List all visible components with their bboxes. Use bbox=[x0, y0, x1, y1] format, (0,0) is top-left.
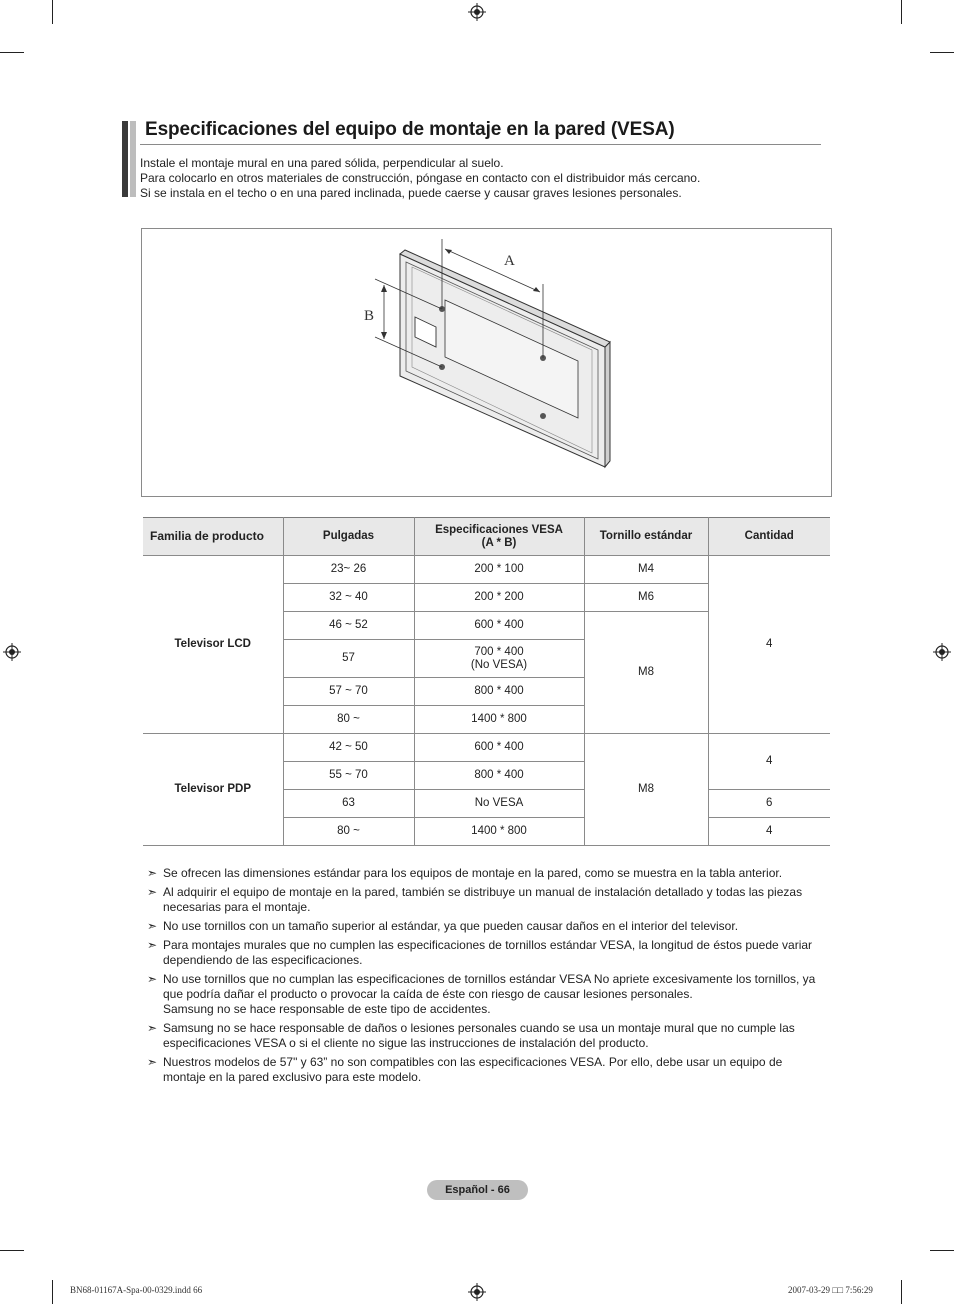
table-row bbox=[143, 734, 830, 762]
header-familia: Familia de producto bbox=[143, 518, 283, 556]
cell-vesa-value: 700 * 400 bbox=[474, 645, 524, 658]
header-vesa-line2: (A * B) bbox=[481, 536, 517, 549]
note-item bbox=[147, 972, 819, 1017]
cell-tornillo: M4 bbox=[584, 556, 708, 584]
cell-pulgadas: 42 ~ 50 bbox=[283, 734, 414, 762]
tv-back-illustration bbox=[142, 229, 831, 496]
cell-vesa: 200 * 200 bbox=[414, 584, 584, 612]
cell-tornillo: M8 bbox=[584, 734, 708, 846]
crop-mark bbox=[901, 0, 902, 24]
crop-mark bbox=[930, 1250, 954, 1251]
note-text: Para montajes murales que no cumplen las especificaciones de tornillos estándar VESA, la longitud de éstos puede variar dependiendo de las especificaciones. bbox=[163, 938, 813, 967]
cell-tornillo: M8 bbox=[584, 612, 708, 734]
cell-vesa: 200 * 100 bbox=[414, 556, 584, 584]
cell-pulgadas: 57 bbox=[283, 640, 414, 678]
cell-pulgadas: 63 bbox=[283, 790, 414, 818]
cell-tornillo: M6 bbox=[584, 584, 708, 612]
vesa-spec-table bbox=[143, 517, 830, 846]
cell-pulgadas: 23~ 26 bbox=[283, 556, 414, 584]
header-vesa bbox=[414, 518, 584, 556]
dimension-label-b: B bbox=[364, 308, 375, 324]
cell-pulgadas: 80 ~ bbox=[283, 706, 414, 734]
note-text: Nuestros modelos de 57" y 63” no son compatibles con las especificaciones VESA. Por ello, debe usar un equipo de montaje en la pared exclusivo para este modelo. bbox=[163, 1055, 783, 1084]
intro-line: Si se instala en el techo o en una pared inclinada, puede caerse y causar graves lesiones personales. bbox=[140, 186, 682, 200]
cell-vesa: No VESA bbox=[414, 790, 584, 818]
cell-pulgadas: 57 ~ 70 bbox=[283, 678, 414, 706]
cell-cantidad: 4 bbox=[708, 734, 830, 790]
note-arrow-icon: ➣ bbox=[147, 1055, 158, 1069]
intro-line: Instale el montaje mural en una pared sólida, perpendicular al suelo. bbox=[140, 156, 504, 170]
cell-pulgadas: 55 ~ 70 bbox=[283, 762, 414, 790]
note-arrow-icon: ➣ bbox=[147, 938, 158, 952]
registration-mark-icon bbox=[468, 3, 486, 21]
title-underline bbox=[140, 144, 821, 145]
cell-vesa bbox=[414, 640, 584, 678]
crop-mark bbox=[52, 1280, 53, 1304]
family-lcd: Televisor LCD bbox=[143, 556, 283, 734]
crop-mark bbox=[0, 1250, 24, 1251]
cell-vesa: 800 * 400 bbox=[414, 762, 584, 790]
note-text: No use tornillos con un tamaño superior al estándar, ya que pueden causar daños en el interior del televisor. bbox=[163, 919, 739, 933]
header-cantidad: Cantidad bbox=[708, 518, 830, 556]
header-vesa-line1: Especificaciones VESA bbox=[435, 523, 563, 536]
cell-vesa: 1400 * 800 bbox=[414, 818, 584, 846]
registration-mark-icon bbox=[933, 643, 951, 661]
note-text: Samsung no se hace responsable de daños o lesiones personales cuando se usa un montaje mural que no cumple las especificaciones VESA o si el cliente no sigue las instrucciones de instalación del producto. bbox=[163, 1021, 795, 1050]
note-item bbox=[147, 866, 819, 881]
title-accent-bar bbox=[122, 121, 128, 197]
crop-mark bbox=[930, 52, 954, 53]
note-text: No use tornillos que no cumplan las especificaciones de tornillos estándar VESA No apriete excesivamente los tornillos, ya que podría dañar el producto o provocar la caída de éste con riesgo de causar lesiones personales. bbox=[163, 972, 816, 1001]
cell-pulgadas: 32 ~ 40 bbox=[283, 584, 414, 612]
note-arrow-icon: ➣ bbox=[147, 972, 158, 986]
page-number-badge: Español - 66 bbox=[427, 1180, 528, 1200]
crop-mark bbox=[52, 0, 53, 24]
note-arrow-icon: ➣ bbox=[147, 885, 158, 899]
notes-list bbox=[147, 866, 819, 1089]
note-item bbox=[147, 885, 819, 915]
cell-vesa-note: (No VESA) bbox=[470, 658, 528, 671]
note-item bbox=[147, 919, 819, 934]
note-item bbox=[147, 938, 819, 968]
note-text: Se ofrecen las dimensiones estándar para los equipos de montaje en la pared, como se muestra en la tabla anterior. bbox=[163, 866, 783, 880]
print-timestamp: 2007-03-29 □□ 7:56:29 bbox=[788, 1285, 873, 1295]
title-accent-bar bbox=[130, 121, 136, 197]
note-arrow-icon: ➣ bbox=[147, 866, 158, 880]
cell-cantidad: 6 bbox=[708, 790, 830, 818]
note-item bbox=[147, 1055, 819, 1085]
dimension-label-a: A bbox=[504, 253, 515, 269]
table-row bbox=[143, 556, 830, 584]
crop-mark bbox=[901, 1280, 902, 1304]
cell-cantidad: 4 bbox=[708, 818, 830, 846]
intro-line: Para colocarlo en otros materiales de construcción, póngase en contacto con el distribuidor más cercano. bbox=[140, 171, 701, 185]
cell-vesa: 600 * 400 bbox=[414, 734, 584, 762]
table-header-row bbox=[143, 518, 830, 556]
note-item bbox=[147, 1021, 819, 1051]
family-pdp: Televisor PDP bbox=[143, 734, 283, 846]
print-file-info: BN68-01167A-Spa-00-0329.indd 66 bbox=[70, 1285, 203, 1295]
note-arrow-icon: ➣ bbox=[147, 1021, 158, 1035]
cell-cantidad: 4 bbox=[708, 556, 830, 734]
cell-vesa: 600 * 400 bbox=[414, 612, 584, 640]
note-arrow-icon: ➣ bbox=[147, 919, 158, 933]
crop-mark bbox=[0, 52, 24, 53]
cell-pulgadas: 80 ~ bbox=[283, 818, 414, 846]
cell-vesa: 1400 * 800 bbox=[414, 706, 584, 734]
wall-mount-figure bbox=[141, 228, 832, 497]
page-title: Especificaciones del equipo de montaje en la pared (VESA) bbox=[145, 119, 675, 140]
registration-mark-icon bbox=[3, 643, 21, 661]
note-text: Al adquirir el equipo de montaje en la pared, también se distribuye un manual de instalación detallado y todas las piezas necesarias para el montaje. bbox=[163, 885, 803, 914]
intro-text bbox=[140, 156, 700, 201]
header-tornillo: Tornillo estándar bbox=[584, 518, 708, 556]
cell-vesa: 800 * 400 bbox=[414, 678, 584, 706]
cell-pulgadas: 46 ~ 52 bbox=[283, 612, 414, 640]
note-text-continuation: Samsung no se hace responsable de este tipo de accidentes. bbox=[163, 1002, 491, 1016]
header-pulgadas: Pulgadas bbox=[283, 518, 414, 556]
registration-mark-icon bbox=[468, 1283, 486, 1301]
